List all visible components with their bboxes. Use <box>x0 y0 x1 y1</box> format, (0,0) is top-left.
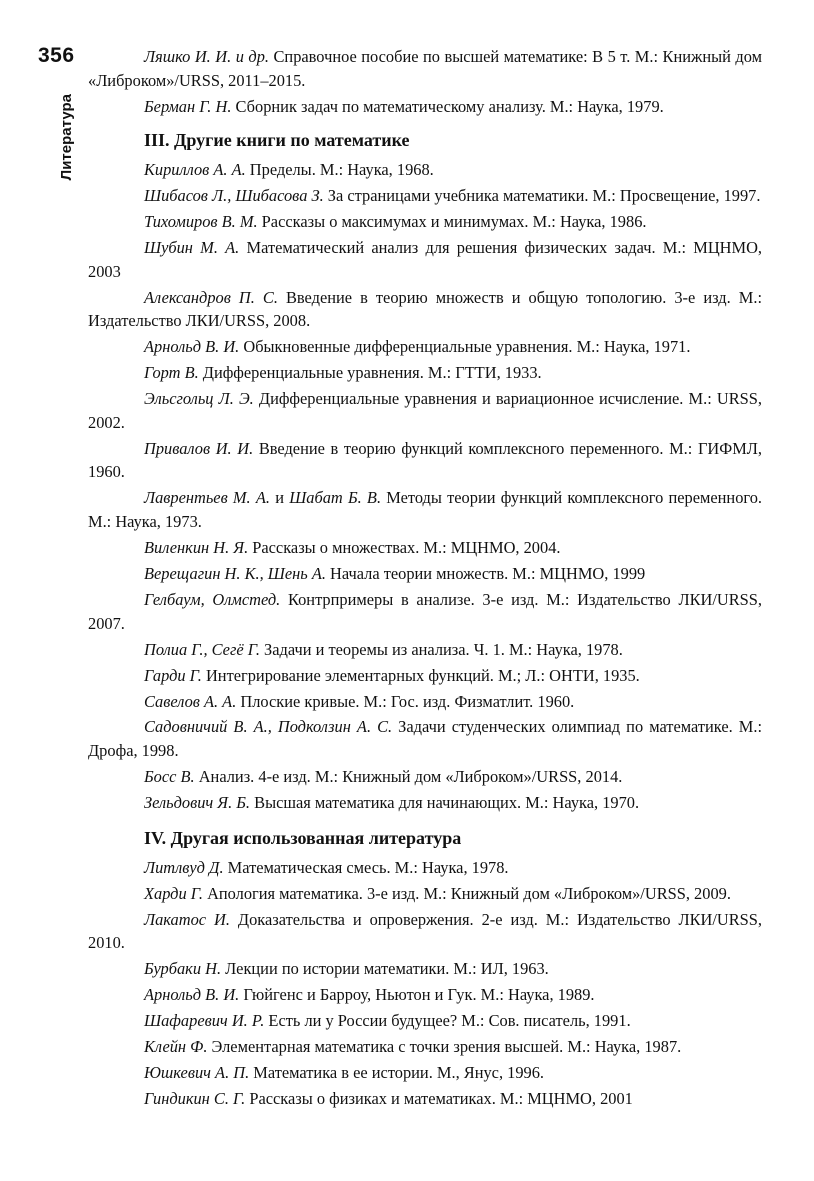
bibliography-entry <box>88 908 762 955</box>
entry-text: Методы теории функций комплексного переменного. М.: Наука, 1973. <box>88 488 762 531</box>
bibliography-entry <box>88 184 762 208</box>
entry-author: Полиа Г., Сегё Г. <box>144 639 260 659</box>
entry-author: Виленкин Н. Я. <box>144 537 249 557</box>
entry-text: Рассказы о максимумах и минимумах. М.: Наука, 1986. <box>257 212 647 232</box>
entry-text: Начала теории множеств. М.: МЦНМО, 1999 <box>325 563 646 583</box>
entry-author: Босс В. <box>144 767 195 787</box>
bibliography-entry <box>88 486 762 533</box>
entry-author: Ляшко И. И. и др. <box>144 47 269 66</box>
bibliography-entry <box>88 715 762 762</box>
entry-author: Бурбаки Н. <box>144 959 222 979</box>
entry-text: Дифференциальные уравнения и вариационное исчисление. М.: URSS, 2002. <box>88 389 762 432</box>
bibliography-entry <box>88 95 762 119</box>
entry-author: Александров П. С. <box>144 287 278 307</box>
bibliography-entry <box>88 158 762 182</box>
bibliography-entry <box>88 361 762 385</box>
entry-author: Лаврентьев М. А. <box>144 488 270 508</box>
bibliography-entry <box>88 1061 762 1085</box>
bibliography-entry <box>88 562 762 586</box>
section-4-heading: IV. Другая использованная литература <box>144 827 462 848</box>
bibliography-entry <box>88 1009 762 1033</box>
section-4-list <box>88 856 762 1111</box>
entry-text: Математическая смесь. М.: Наука, 1978. <box>223 857 509 877</box>
bibliography <box>88 45 762 1113</box>
top-entries <box>88 45 762 118</box>
entry-text: и <box>269 488 290 508</box>
entry-text: За страницами учебника математики. М.: Просвещение, 1997. <box>323 186 761 206</box>
entry-author: Берман Г. Н. <box>144 96 232 116</box>
bibliography-entry <box>88 210 762 234</box>
bibliography-entry <box>88 1035 762 1059</box>
bibliography-entry <box>88 983 762 1007</box>
entry-text: Справочное пособие по высшей математике: В 5 т. М.: Книжный дом «Либроком»/URSS, 2011–2015. <box>88 47 762 90</box>
entry-text: Обыкновенные дифференциальные уравнения. М.: Наука, 1971. <box>239 337 691 357</box>
entry-text: Математический анализ для решения физических задач. М.: МЦНМО, 2003 <box>88 238 762 281</box>
entry-text: Рассказы о множествах. М.: МЦНМО, 2004. <box>248 537 561 557</box>
entry-author: Привалов И. И. <box>144 438 254 458</box>
entry-text: Высшая математика для начинающих. М.: Наука, 1970. <box>250 793 640 813</box>
entry-author: Гарди Г. <box>144 665 202 685</box>
bibliography-entry <box>88 638 762 662</box>
page-number: 356 <box>38 44 75 67</box>
entry-text: Пределы. М.: Наука, 1968. <box>245 160 434 180</box>
entry-text: Есть ли у России будущее? М.: Сов. писатель, 1991. <box>264 1011 631 1031</box>
bibliography-entry <box>88 791 762 815</box>
entry-author: Арнольд В. И. <box>144 985 240 1005</box>
bibliography-entry <box>88 536 762 560</box>
entry-text: Введение в теорию функций комплексного переменного. М.: ГИФМЛ, 1960. <box>88 438 762 482</box>
bibliography-entry <box>88 335 762 359</box>
entry-author: Кириллов А. А. <box>144 160 246 180</box>
entry-author: Юшкевич А. П. <box>144 1063 250 1083</box>
bibliography-entry <box>88 286 762 333</box>
bibliography-entry <box>88 856 762 880</box>
entry-text: Элементарная математика с точки зрения высшей. М.: Наука, 1987. <box>207 1037 682 1057</box>
entry-author: Горт В. <box>144 363 199 383</box>
entry-author: Шабат Б. В. <box>289 488 382 508</box>
entry-author: Харди Г. <box>144 883 203 903</box>
section-3-heading: III. Другие книги по математике <box>144 130 410 151</box>
entry-text: Анализ. 4-е изд. М.: Книжный дом «Либроком»/URSS, 2014. <box>194 767 623 787</box>
entry-author: Садовничий В. А., Подколзин А. С. <box>144 717 393 737</box>
entry-text: Введение в теорию множеств и общую топологию. 3-е изд. М.: Издательство ЛКИ/URSS, 2008. <box>88 287 762 331</box>
entry-author: Лакатос И. <box>144 909 230 929</box>
bibliography-entry <box>88 690 762 714</box>
entry-text: Интегрирование элементарных функций. М.; Л.: ОНТИ, 1935. <box>201 665 640 685</box>
entry-author: Литлвуд Д. <box>144 857 224 877</box>
entry-author: Арнольд В. И. <box>144 337 240 357</box>
entry-text: Лекции по истории математики. М.: ИЛ, 1963. <box>221 959 549 979</box>
bibliography-entry <box>88 588 762 635</box>
bibliography-entry <box>88 957 762 981</box>
entry-text: Задачи студенческих олимпиад по математике. М.: Дрофа, 1998. <box>88 717 762 761</box>
entry-author: Тихомиров В. М. <box>144 212 258 232</box>
entry-text: Математика в ее истории. М., Янус, 1996. <box>249 1063 545 1083</box>
entry-author: Шибасов Л., Шибасова З. <box>144 186 324 206</box>
entry-text: Рассказы о физиках и математиках. М.: МЦНМО, 2001 <box>245 1089 633 1109</box>
bibliography-entry <box>88 664 762 688</box>
entry-author: Клейн Ф. <box>144 1037 208 1057</box>
entry-text: Задачи и теоремы из анализа. Ч. 1. М.: Наука, 1978. <box>259 639 623 659</box>
bibliography-entry <box>88 882 762 906</box>
entry-author: Верещагин Н. К., Шень А. <box>144 563 326 583</box>
entry-text: Дифференциальные уравнения. М.: ГТТИ, 1933. <box>198 363 542 383</box>
entry-text: Плоские кривые. М.: Гос. изд. Физматлит. 1960. <box>236 691 575 711</box>
entry-author: Эльсгольц Л. Э. <box>144 389 254 409</box>
bibliography-entry <box>88 387 762 434</box>
entry-text: Гюйгенс и Барроу, Ньютон и Гук. М.: Наука, 1989. <box>239 985 595 1005</box>
running-head: Литература <box>58 94 75 181</box>
bibliography-entry <box>88 1087 762 1111</box>
entry-author: Зельдович Я. Б. <box>144 793 251 813</box>
entry-author: Гелбаум, Олмстед. <box>144 589 281 609</box>
entry-text: Доказательства и опровержения. 2-е изд. М.: Издательство ЛКИ/URSS, 2010. <box>88 909 763 953</box>
entry-text: Апология математика. 3-е изд. М.: Книжный дом «Либроком»/URSS, 2009. <box>202 883 731 903</box>
bibliography-entry <box>88 236 762 283</box>
entry-author: Савелов А. А. <box>144 691 237 711</box>
entry-text: Контрпримеры в анализе. 3-е изд. М.: Издательство ЛКИ/URSS, 2007. <box>88 589 763 633</box>
section-3-list <box>88 158 762 814</box>
bibliography-entry <box>88 765 762 789</box>
bibliography-entry <box>88 437 762 484</box>
entry-author: Гиндикин С. Г. <box>144 1089 246 1109</box>
bibliography-entry <box>88 45 762 92</box>
entry-author: Шубин М. А. <box>144 238 240 258</box>
entry-author: Шафаревич И. Р. <box>144 1011 265 1031</box>
entry-text: Сборник задач по математическому анализу. М.: Наука, 1979. <box>231 96 664 116</box>
